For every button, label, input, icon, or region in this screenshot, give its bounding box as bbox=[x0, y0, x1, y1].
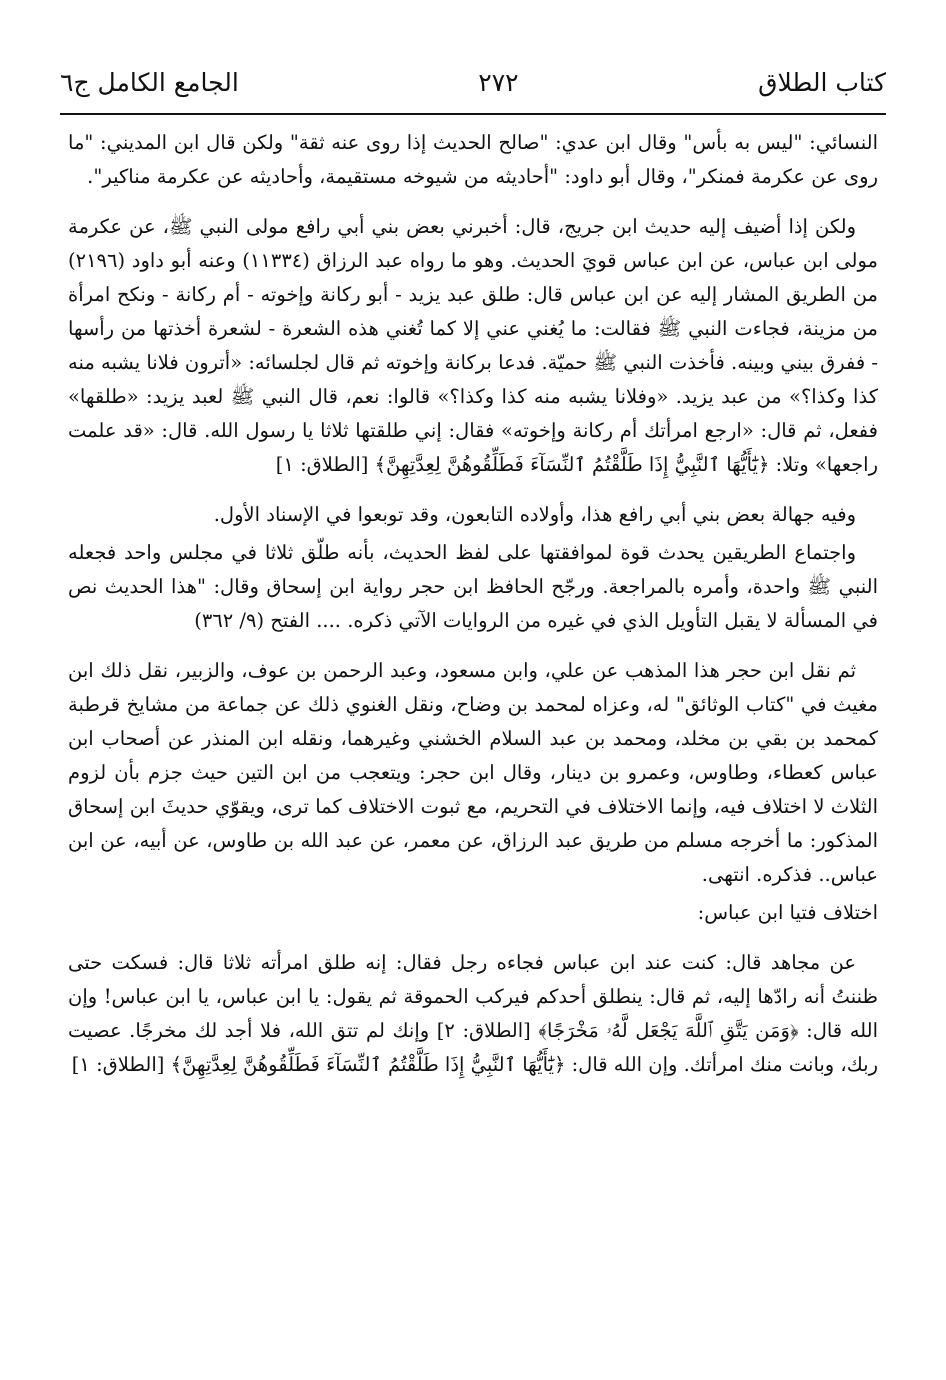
paragraph-two-routes: واجتماع الطريقين يحدث قوة لموافقتها على لفظ الحديث، بأنه طلّق ثلاثا في مجلس واحد فجعله النبي ﷺ واحدة، وأمره بالمراجعة. ورجّح الحافظ ابن حجر رواية ابن إسحاق وقال: "هذا الحديث نص في المسألة لا يقبل التأويل الذي في غيره من الروايات الآتي ذكره. .... الفتح (٩/ ٣٦٢) bbox=[68, 541, 878, 632]
paragraph-mujahid: عن مجاهد قال: كنت عند ابن عباس فجاءه رجل فقال: إنه طلق امرأته ثلاثا قال: فسكت حتى ظننتُ أنه رادّها إليه، ثم قال: ينطلق أحدكم فيركب الحموقة ثم يقول: يا ابن عباس، يا ابن عباس! وإن الله قال: ﴿وَمَن يَتَّقِ ٱللَّهَ يَجْعَل لَّهُۥ مَخْرَجًا﴾ [الطلاق: ٢] وإنك لم تتق الله، فلا أجد لك مخرجًا. عصيت ربك، وبانت منك امرأتك. وإن الله قال: ﴿يَٰٓأَيُّهَا ٱلنَّبِيُّ إِذَا طَلَّقْتُمُ ٱلنِّسَآءَ فَطَلِّقُوهُنَّ لِعِدَّتِهِنَّ﴾ [الطلاق: ١] bbox=[68, 951, 878, 1076]
book-title: كتاب الطلاق bbox=[758, 67, 886, 97]
section-heading: اختلاف فتيا ابن عباس: bbox=[697, 901, 878, 924]
volume-title: الجامع الكامل ج٦ bbox=[60, 67, 239, 97]
header-rule bbox=[60, 113, 886, 115]
paragraph-jahala: وفيه جهالة بعض بني أبي رافع هذا، وأولاده التابعون، وقد توبعوا في الإسناد الأول. bbox=[213, 503, 856, 526]
paragraph-ibn-hajar-madhhab: ثم نقل ابن حجر هذا المذهب عن علي، وابن مسعود، وعبد الرحمن بن عوف، والزبير، نقل ذلك ابن مغيث في "كتاب الوثائق" له، وعزاه لمحمد بن وضاح، ونقل الغنوي ذلك عن جماعة من مشايخ قرطبة كمحمد بن بقي بن مخلد، ومحمد بن عبد السلام الخشني وغيرهما، ونقله ابن المنذر عن أصحاب ابن عباس كعطاء، وطاوس، وعمرو بن دينار، وقال ابن حجر: ويتعجب من ابن التين حيث جزم بأن لزوم الثلاث لا اختلاف فيه، وإنما الاختلاف في التحريم، مع ثبوت الاختلاف كما ترى، ويقوّي حديثَ ابن إسحاق المذكور: ما أخرجه مسلم من طريق عبد الرزاق، عن معمر، عن عبد الله بن طاوس، عن أبيه، عن ابن عباس.. فذكره. انتهى. bbox=[68, 659, 878, 886]
page-number: ٢٧٢ bbox=[478, 67, 519, 97]
running-header bbox=[60, 58, 886, 106]
paragraph-ibn-jurayj-hadith: ولكن إذا أضيف إليه حديث ابن جريج، قال: أخبرني بعض بني أبي رافع مولى النبي ﷺ، عن عكرمة مولى ابن عباس، عن ابن عباس قويَ الحديث. وهو ما رواه عبد الرزاق (١١٣٣٤) وعنه أبو داود (٢١٩٦) من الطريق المشار إليه عن ابن عباس قال: طلق عبد يزيد - أبو ركانة وإخوته - أم ركانة - ونكح امرأة من مزينة، فجاءت النبي ﷺ فقالت: ما يُغني عني إلا كما تُغني هذه الشعرة - لشعرة أخذتها من رأسها - ففرق بيني وبينه. فأخذت النبي ﷺ حميّة. فدعا بركانة وإخوته ثم قال لجلسائه: «أترون فلانا يشبه منه كذا وكذا؟» من عبد يزيد. «وفلانا يشبه منه كذا وكذا؟» قالوا: نعم، قال النبي ﷺ لعبد يزيد: «طلقها» ففعل، ثم قال: «ارجع امرأتك أم ركانة وإخوته» فقال: إني طلقتها ثلاثا يا رسول الله. قال: «قد علمت راجعها» وتلا: ﴿يَٰٓأَيُّهَا ٱلنَّبِيُّ إِذَا طَلَّقْتُمُ ٱلنِّسَآءَ فَطَلِّقُوهُنَّ لِعِدَّتِهِنَّ﴾ [الطلاق: ١] bbox=[68, 215, 878, 476]
paragraph-narrators: النسائي: "ليس به بأس" وقال ابن عدي: "صالح الحديث إذا روى عنه ثقة" ولكن قال ابن المديني: "ما روى عن عكرمة فمنكر"، وقال أبو داود: "أحاديثه من شيوخه مستقيمة، وأحاديثه عن عكرمة مناكير". bbox=[68, 131, 878, 188]
page-body bbox=[68, 126, 878, 1098]
